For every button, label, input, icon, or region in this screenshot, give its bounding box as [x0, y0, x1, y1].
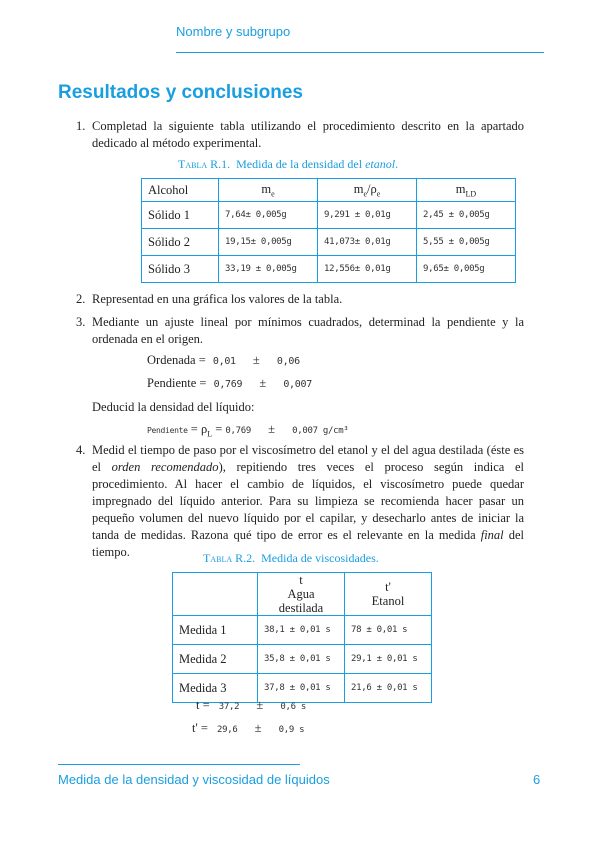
footer-title: Medida de la densidad y viscosidad de líquidos [58, 772, 330, 787]
cell-value: 41,073± 0,01g [318, 229, 417, 256]
item-number: 4. [76, 443, 86, 457]
col-empty [173, 573, 258, 616]
item-number: 2. [76, 292, 86, 306]
cell-value: 19,15± 0,005g [219, 229, 318, 256]
page-number: 6 [533, 772, 541, 787]
row-label: Sólido 2 [142, 229, 219, 256]
cell-value: 33,19 ± 0,005g [219, 256, 318, 283]
col-mld-sub: LD [465, 189, 477, 199]
density-line [147, 422, 348, 439]
ordenada-line [147, 353, 300, 368]
item-4-text [92, 442, 524, 561]
density-value: 0,769 [225, 426, 251, 436]
table-row [142, 256, 516, 283]
cell-value: 7,64± 0,005g [219, 202, 318, 229]
table-header-row [173, 573, 432, 616]
tp-error: 0,9 s [278, 725, 305, 735]
table-row [142, 229, 516, 256]
col-ethanol-sym: t' [385, 580, 391, 594]
row-label: Medida 2 [173, 645, 258, 674]
cell-value: 38,1 ± 0,01 s [258, 616, 345, 645]
table2-caption-text: Medida de viscosidades. [261, 551, 379, 565]
row-label: Sólido 3 [142, 256, 219, 283]
table1-caption-text: Medida de la densidad del [236, 157, 366, 171]
item-4-c: del tiempo. [92, 528, 524, 559]
col-me-rho-sym: m [353, 181, 364, 196]
viscosity-table [172, 572, 432, 703]
cell-value: 12,556± 0,01g [318, 256, 417, 283]
cell-value: 2,45 ± 0,005g [417, 202, 516, 229]
ordenada-error: 0,06 [276, 356, 300, 367]
t-error: 0,6 s [280, 702, 306, 712]
pendiente-line [147, 376, 312, 391]
plus-minus: ± [268, 422, 275, 436]
header-title: Nombre y subgrupo [176, 24, 291, 39]
header-rule [176, 52, 544, 53]
col-me-rho-rho: ρ [370, 181, 377, 196]
pendiente-error: 0,007 [283, 379, 312, 390]
plus-minus: ± [256, 698, 264, 712]
table1-caption [178, 157, 398, 172]
section-title: Resultados y conclusiones [58, 82, 303, 103]
cell-value: 9,65± 0,005g [417, 256, 516, 283]
item-3-text: Mediante un ajuste lineal por mínimos cuadrados, determinad la pendiente y la ordenada en el origen. [92, 315, 524, 346]
col-water-sym: t [299, 573, 303, 587]
t-label: t = [196, 698, 210, 712]
col-me-sub: e [271, 189, 275, 199]
row-label: Medida 1 [173, 616, 258, 645]
item-2-text: Representad en una gráfica los valores de la tabla. [92, 292, 343, 306]
table-row [142, 202, 516, 229]
col-me-rho: $m_e/\rho_e$ [318, 179, 417, 202]
pendiente-value: 0,769 [213, 379, 243, 390]
plus-minus: ± [259, 376, 267, 390]
col-mld [417, 179, 516, 202]
plus-minus: ± [252, 353, 260, 367]
t-result [196, 698, 306, 713]
cell-value: 29,1 ± 0,01 s [345, 645, 432, 674]
cell-value: 9,291 ± 0,01g [318, 202, 417, 229]
t-value: 37,2 [218, 702, 240, 712]
density-eq2: = [215, 422, 223, 436]
item-number: 1. [76, 119, 86, 133]
density-hand-label: Pendiente [147, 426, 188, 435]
density-sub: L [207, 429, 213, 439]
cell-value: 35,8 ± 0,01 s [258, 645, 345, 674]
density-table [141, 178, 516, 283]
table1-caption-end: . [395, 157, 399, 171]
table1-caption-label: Tabla R.1. [178, 157, 231, 171]
cell-value: 37,8 ± 0,01 s [258, 674, 345, 703]
item-1-text: Completad la siguiente tabla utilizando el procedimiento descrito en la apartado dedicado al método experimental. [92, 119, 524, 150]
table2-caption [203, 551, 379, 566]
ordenada-value: 0,01 [212, 356, 236, 367]
col-ethanol [345, 573, 432, 616]
item-4-em2: final [480, 528, 504, 542]
col-me [219, 179, 318, 202]
cell-value: 5,55 ± 0,005g [417, 229, 516, 256]
table-row [173, 616, 432, 645]
deducid-text: Deducid la densidad del líquido: [92, 400, 255, 414]
footer-rule [58, 764, 300, 765]
table-row [173, 645, 432, 674]
tp-label: t' = [192, 721, 208, 735]
tp-result [192, 721, 304, 736]
tp-value: 29,6 [217, 725, 238, 735]
cell-value: 21,6 ± 0,01 s [345, 674, 432, 703]
density-eq: = ρ [190, 422, 208, 436]
col-mld-sym: m [455, 181, 466, 196]
col-water-name: Agua destilada [278, 587, 324, 615]
table1-caption-em: etanol [365, 157, 396, 171]
col-water [258, 573, 345, 616]
density-error: 0,007 g/cm³ [292, 426, 349, 436]
col-ethanol-name: Etanol [371, 594, 405, 608]
table2-caption-label: Tabla R.2. [203, 551, 256, 565]
ordenada-label: Ordenada = [147, 353, 206, 367]
row-label: Medida 3 [173, 674, 258, 703]
col-me-rho-sub1: e [363, 189, 367, 199]
col-me-sym: m [261, 181, 272, 196]
pendiente-label: Pendiente = [147, 376, 207, 390]
plus-minus: ± [254, 721, 262, 735]
item-4-em1: orden recomendado [111, 460, 219, 474]
item-4-a: Medid el tiempo de paso por el viscosímetro del etanol y el del agua destilada (éste es el [92, 443, 524, 474]
item-number: 3. [76, 315, 86, 329]
col-alcohol: Alcohol [142, 179, 219, 202]
col-me-rho-sub2: e [376, 189, 381, 199]
row-label: Sólido 1 [142, 202, 219, 229]
table-header-row [142, 179, 516, 202]
cell-value: 78 ± 0,01 s [345, 616, 432, 645]
item-4-b: ), repitiendo tres veces el proceso según indica el procedimiento. Al hacer el cambio de líquidos, el viscosímetro puede quedar impregnado del líquido anterior. Para su limpieza se recomienda hacer pasar un pequeño volumen del nuevo líquido por el capilar, y desecharlo antes de iniciar la tanda de medidas. Razona qué tipo de error es el relevante en la medida [92, 460, 524, 542]
